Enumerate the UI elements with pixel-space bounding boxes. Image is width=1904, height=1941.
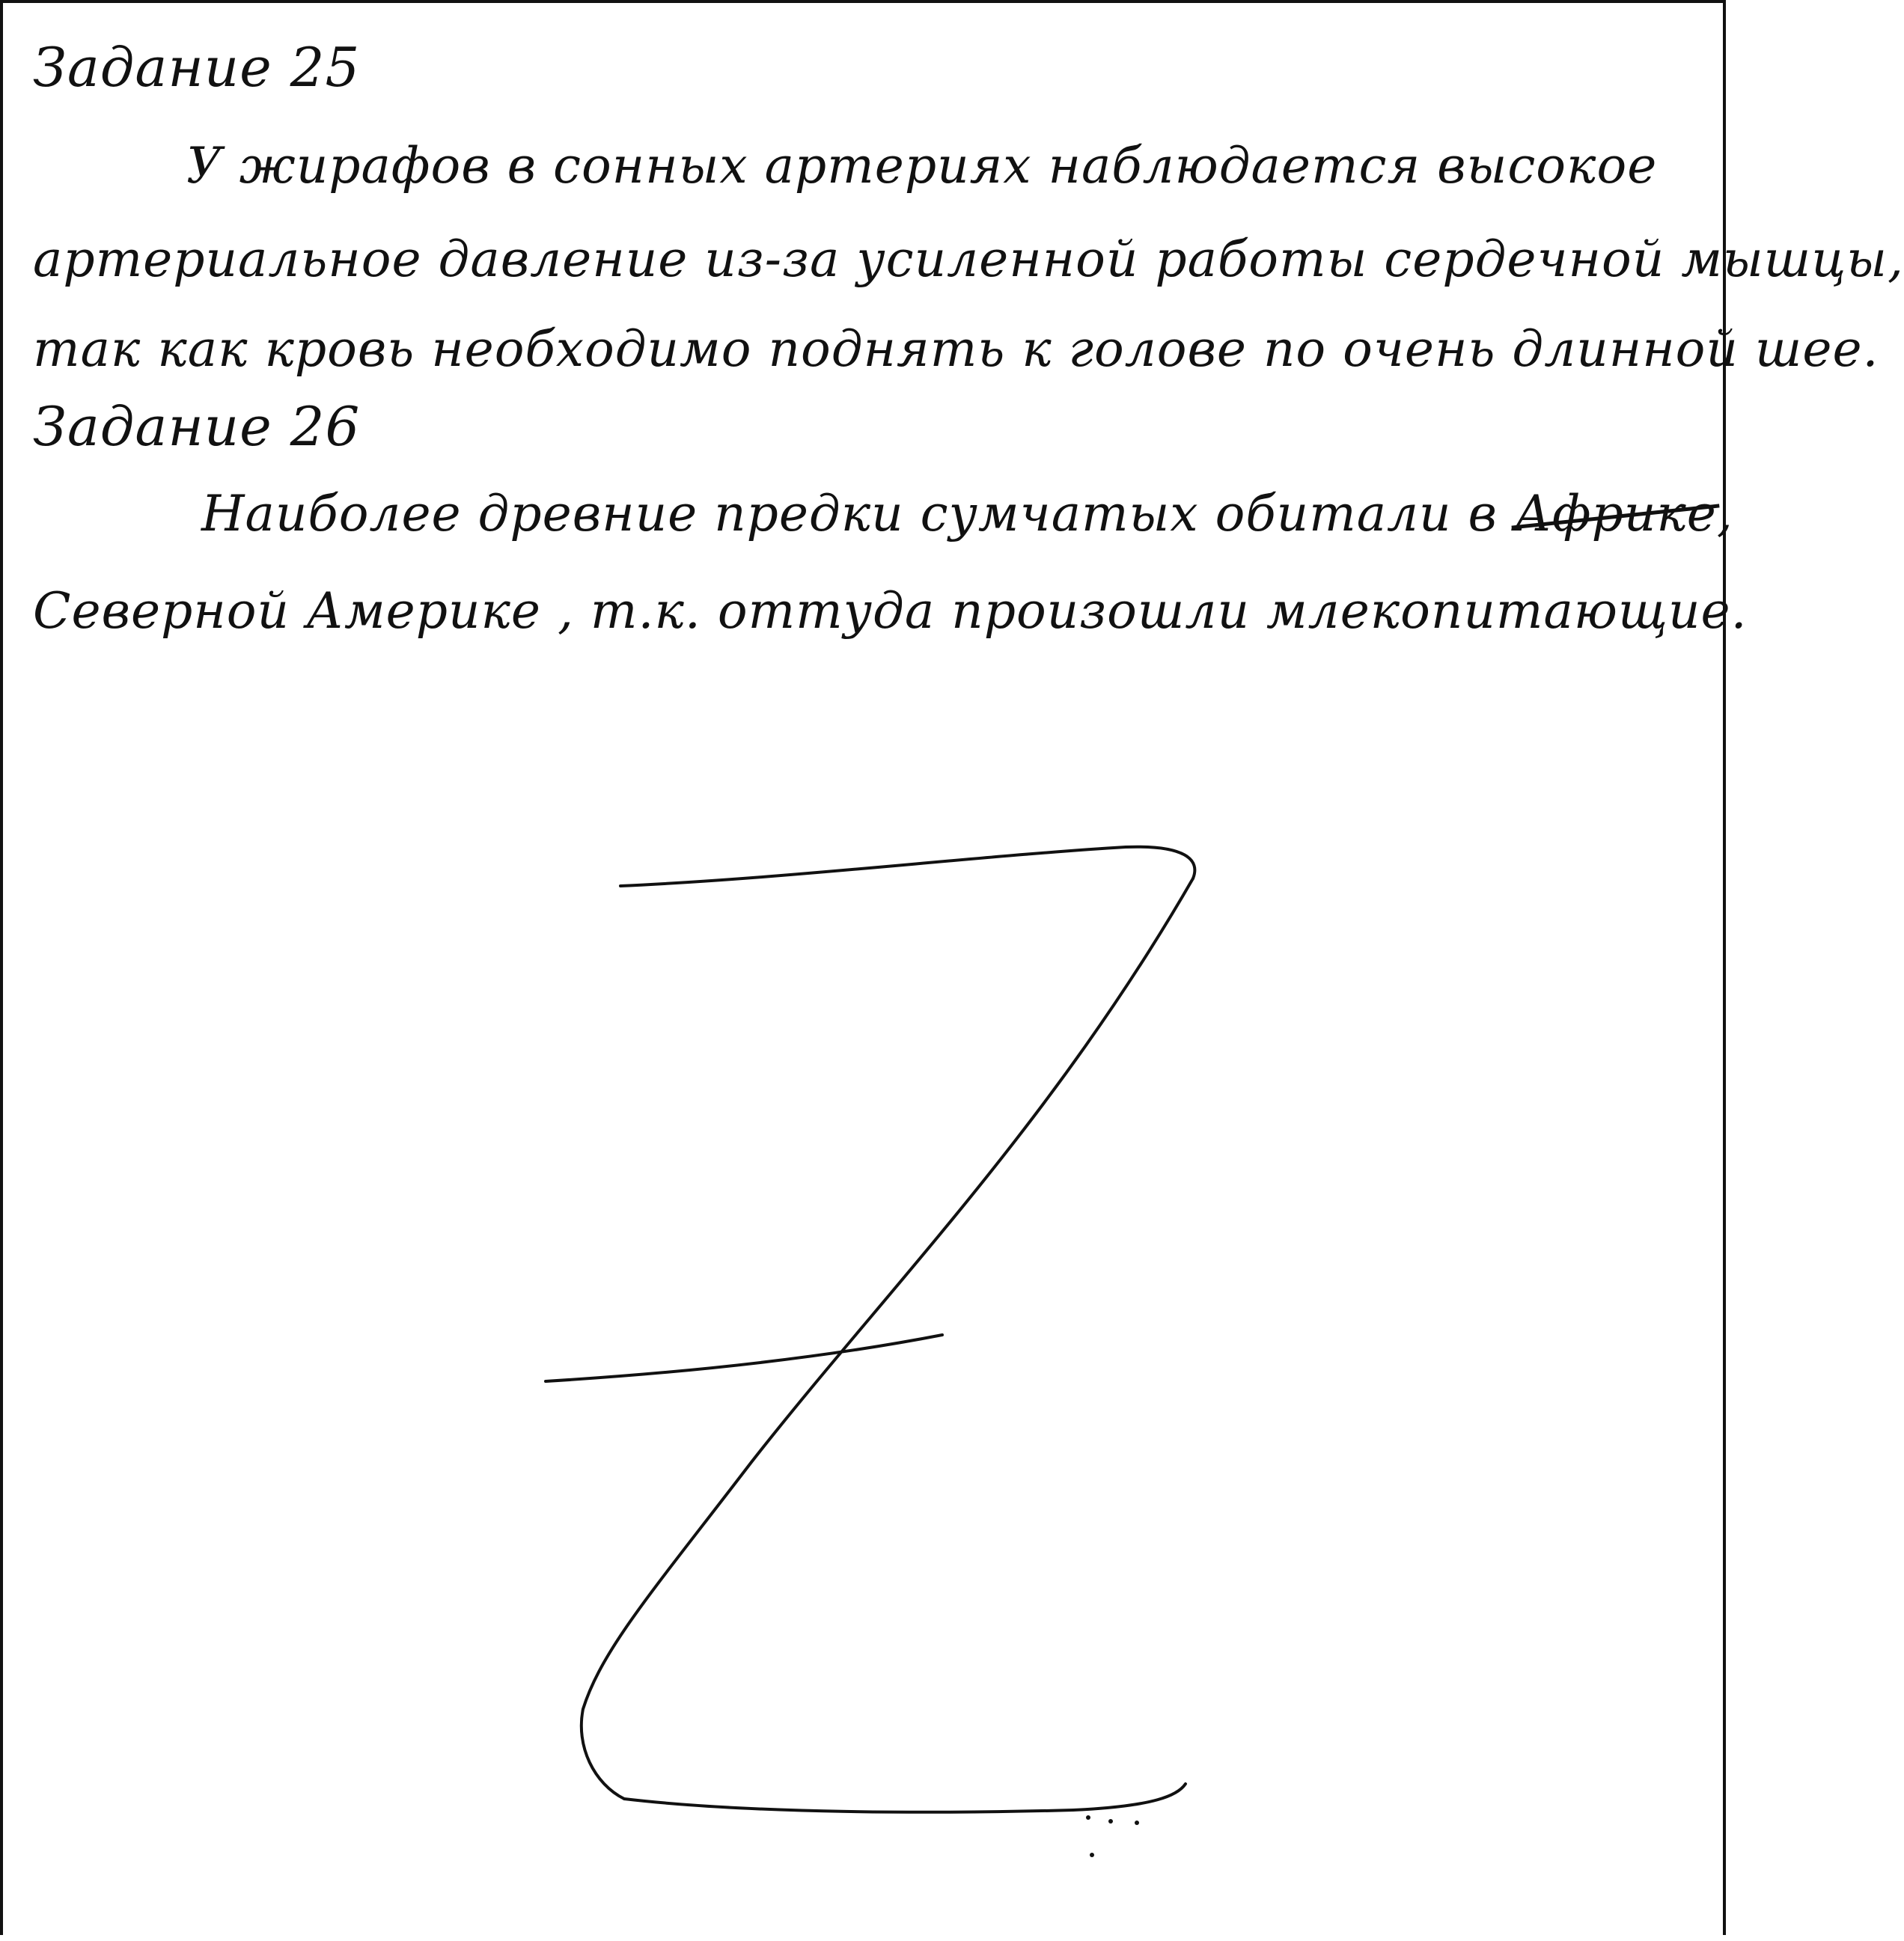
ink-dots — [1086, 1815, 1139, 1857]
task-26-heading: Задание 26 — [33, 395, 361, 458]
crossed-out-word: Африке — [1513, 485, 1717, 542]
z-bottom-stroke — [624, 1784, 1186, 1812]
task-25-line-2: артериальное давление из-за усиленной работы сердечной мышцы, — [33, 230, 1904, 288]
z-strike-mark — [3, 3, 1732, 1941]
correction-mark: , — [1716, 485, 1733, 542]
z-diagonal-stroke — [582, 878, 1193, 1799]
z-top-stroke — [620, 847, 1194, 886]
task-26-line-1-text: Наиболее древние предки сумчатых обитали в — [201, 485, 1498, 542]
task-25-line-3: так как кровь необходимо поднять к голове по очень длинной шее. — [33, 320, 1879, 378]
z-cross-stroke — [546, 1335, 942, 1381]
task-25-line-1: У жирафов в сонных артериях наблюдается высокое — [186, 137, 1658, 195]
task-25-heading: Задание 25 — [33, 36, 361, 99]
task-26-line-2: Северной Америке , т.к. оттуда произошли млекопитающие. — [33, 582, 1748, 640]
